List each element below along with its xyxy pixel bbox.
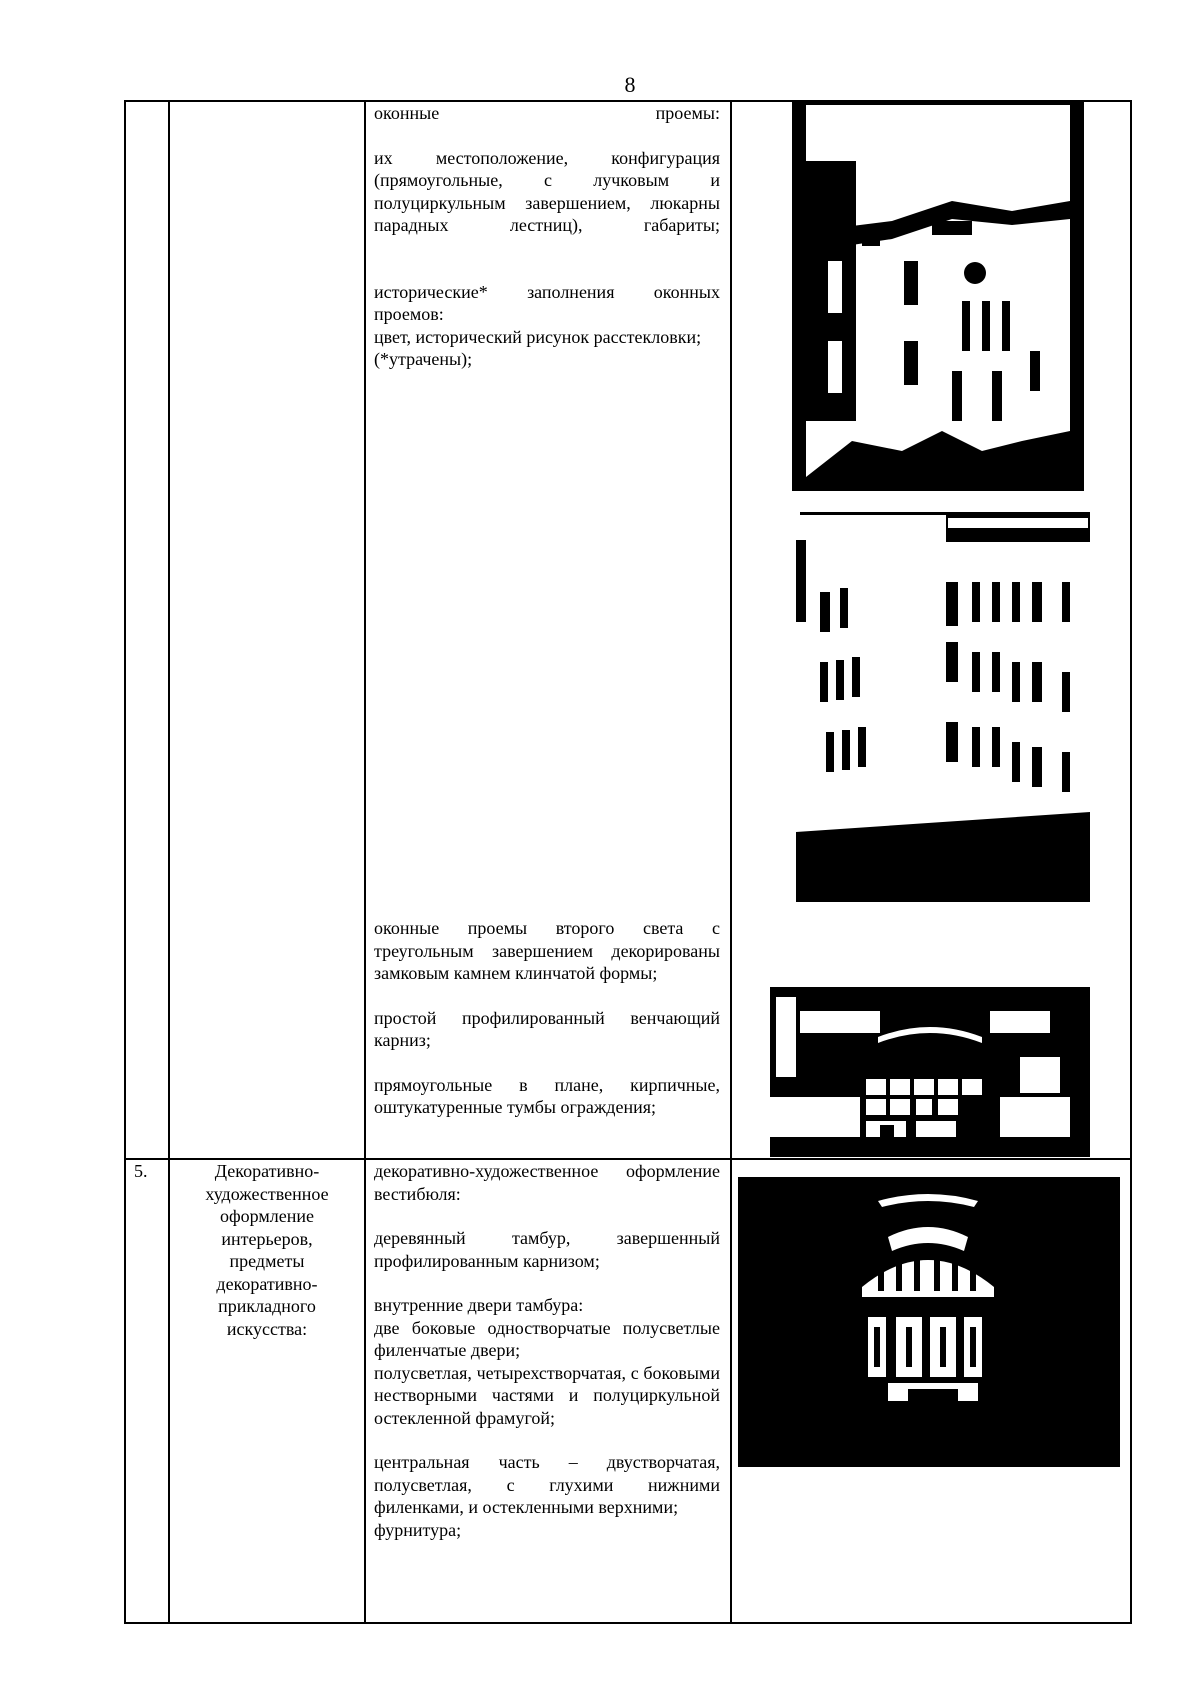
paragraph: простой профилированный венчающий карниз;	[374, 1007, 720, 1050]
vestibule-photo	[738, 1177, 1120, 1467]
courtyard-photo-2	[796, 512, 1090, 902]
paragraph: прямоугольные в плане, кирпичные, оштукатуренные тумбы ограждения;	[374, 1074, 720, 1117]
section-title: Декоративно-художественное оформление интерьеров, предметы декоративно-прикладного искусства:	[205, 1161, 329, 1339]
column-divider	[364, 102, 366, 1622]
paragraph: их местоположение, конфигурация (прямоугольные, с лучковым и полуциркульным завершением, люкарны парадных лестниц), габариты;	[374, 147, 720, 235]
row-number: 5.	[134, 1161, 148, 1181]
courtyard-photo-1	[792, 101, 1084, 491]
row-b-text	[374, 1160, 720, 1541]
paragraph: исторические* заполнения оконных проемов:	[374, 281, 720, 324]
paragraph: внутренние двери тамбура:	[374, 1295, 584, 1315]
paragraph: декоративно-художественное оформление вестибюля:	[374, 1161, 720, 1204]
column-divider	[168, 102, 170, 1622]
row-a-text	[374, 102, 720, 371]
column-divider	[730, 102, 732, 1622]
paragraph: (*утрачены);	[374, 349, 473, 369]
paragraph: фурнитура;	[374, 1519, 462, 1540]
facade-photo	[770, 987, 1090, 1157]
paragraph: оконные проемы второго света с треугольным завершением декорированы замковым камнем клинчатой формы;	[374, 918, 720, 983]
monument-table	[124, 100, 1132, 1624]
paragraph: центральная часть – двустворчатая, полусветлая, с глухими нижними филенками, и остекленными верхними;	[374, 1452, 720, 1517]
row-a-text-2	[374, 917, 720, 1119]
paragraph: полусветлая, четырехстворчатая, с боковыми нестворными частями и полуциркульной остекленной фрамугой;	[374, 1362, 720, 1428]
paragraph: деревянный тамбур, завершенный профилированным карнизом;	[374, 1228, 720, 1271]
paragraph: оконные проемы:	[374, 103, 720, 123]
paragraph: две боковые одностворчатые полусветлые филенчатые двери;	[374, 1317, 720, 1360]
page-number: 8	[624, 72, 636, 97]
paragraph: цвет, исторический рисунок расстекловки;	[374, 326, 702, 347]
